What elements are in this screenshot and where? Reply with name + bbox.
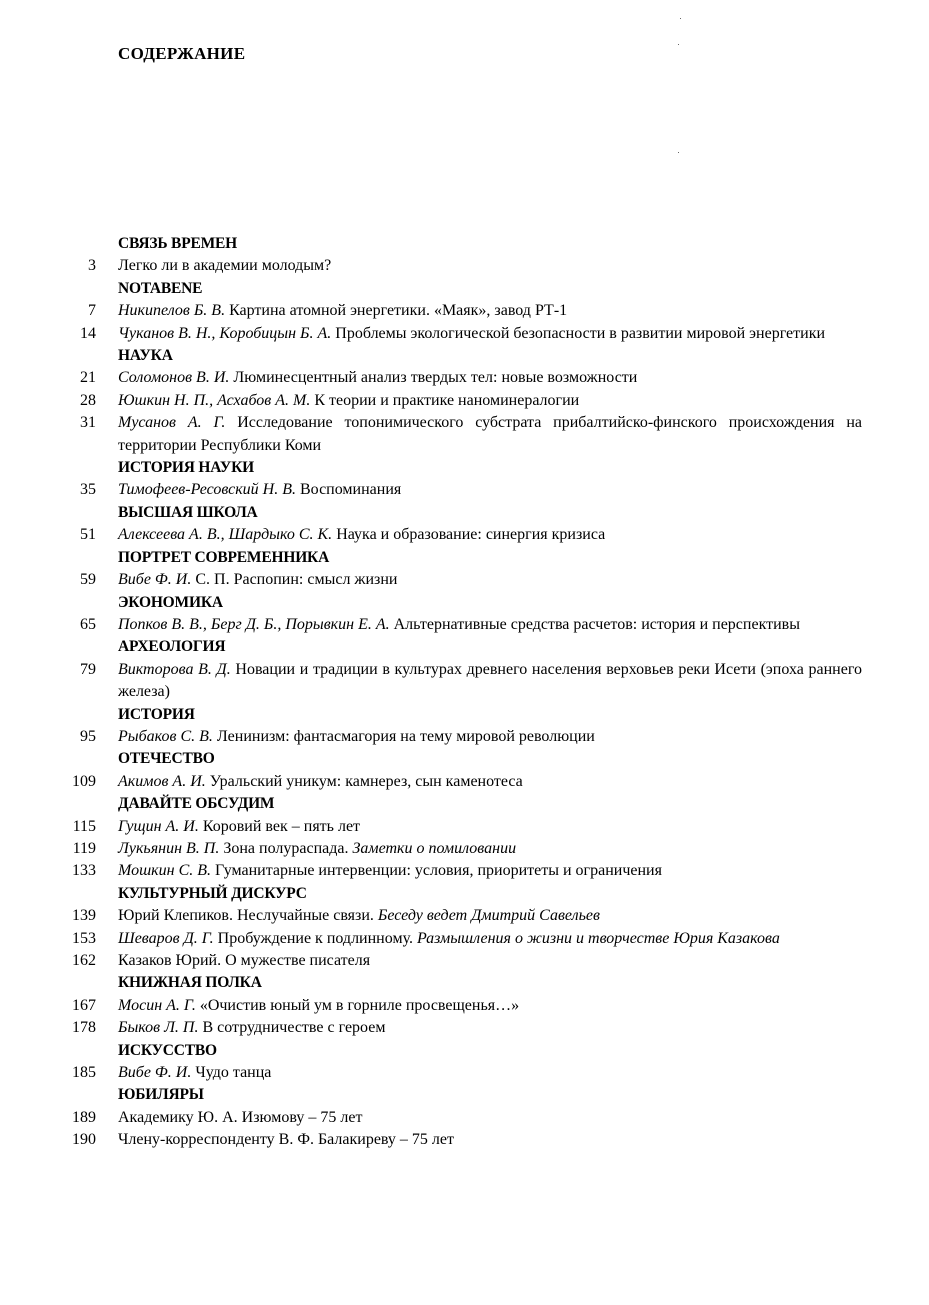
entry-text bbox=[118, 1062, 862, 1084]
entry-subtitle: Размышления о жизни и творчестве Юрия Казакова bbox=[416, 929, 780, 947]
page-number: 178 bbox=[72, 1019, 96, 1037]
toc-entry bbox=[70, 928, 862, 950]
toc-entry bbox=[70, 1017, 862, 1039]
entry-title: Казаков Юрий. О мужестве писателя bbox=[118, 952, 371, 969]
page-number: 153 bbox=[72, 929, 96, 947]
entry-author: Чуканов В. Н., Коробицын Б. А. bbox=[118, 324, 332, 342]
entry-title: Исследование топонимического субстрата прибалтийско-финского происхождения на территории Республики Коми bbox=[118, 414, 862, 454]
entry-text bbox=[118, 1017, 862, 1039]
entry-title: Пробуждение к подлинному. bbox=[217, 929, 413, 947]
entry-text bbox=[118, 816, 862, 838]
toc-entry bbox=[70, 771, 862, 793]
page-number: 65 bbox=[80, 615, 96, 633]
toc-entry bbox=[70, 860, 862, 882]
entry-title: Ленинизм: фантасмагория на тему мировой революции bbox=[216, 727, 595, 745]
entry-text bbox=[118, 1129, 862, 1151]
entry-text bbox=[118, 323, 862, 345]
table-of-contents bbox=[70, 233, 862, 1152]
entry-title: Члену-корреспонденту В. Ф. Балакиреву – 75 лет bbox=[118, 1131, 454, 1149]
toc-entry bbox=[70, 300, 862, 322]
page-number: 167 bbox=[72, 996, 96, 1014]
entry-title: Уральский уникум: камнерез, сын каменотеса bbox=[209, 772, 523, 790]
entry-text bbox=[118, 1107, 862, 1129]
entry-title: Чудо танца bbox=[195, 1064, 272, 1082]
entry-title: Гуманитарные интервенции: условия, приоритеты и ограничения bbox=[215, 862, 662, 880]
toc-entry bbox=[70, 390, 862, 412]
entry-title: Наука и образование: синергия кризиса bbox=[336, 526, 606, 544]
section-heading: КНИЖНАЯ ПОЛКА bbox=[118, 974, 262, 992]
entry-author: Быков Л. П. bbox=[118, 1019, 199, 1037]
entry-author: Мосин А. Г. bbox=[118, 996, 196, 1014]
entry-text bbox=[118, 390, 862, 412]
toc-entry bbox=[70, 614, 862, 636]
entry-text bbox=[118, 367, 862, 389]
entry-author: Тимофеев-Ресовский Н. В. bbox=[118, 481, 296, 499]
entry-author: Вибе Ф. И. bbox=[118, 571, 192, 589]
entry-title: Новации и традиции в культурах древнего населения верховьев реки Исети (эпоха раннего железа) bbox=[118, 660, 863, 701]
entry-text bbox=[118, 524, 862, 546]
entry-author: Алексеева А. В., Шардыко С. К. bbox=[118, 526, 333, 544]
page-number: 14 bbox=[80, 324, 96, 342]
entry-text bbox=[118, 838, 862, 860]
entry-author: Лукьянин В. П. bbox=[118, 839, 220, 857]
page-number: 95 bbox=[80, 727, 96, 745]
entry-text bbox=[118, 659, 862, 704]
entry-author: Вибе Ф. И. bbox=[118, 1064, 192, 1082]
entry-author: Юшкин Н. П., Асхабов А. М. bbox=[118, 391, 311, 409]
section-heading: ЭКОНОМИКА bbox=[118, 593, 223, 611]
page-number: 7 bbox=[88, 302, 96, 320]
entry-author: Акимов А. И. bbox=[118, 772, 206, 790]
page-number: 79 bbox=[80, 660, 96, 678]
page-number: 133 bbox=[72, 862, 96, 880]
page-number: 119 bbox=[72, 839, 96, 857]
entry-text bbox=[118, 300, 862, 322]
toc-entry bbox=[70, 1107, 862, 1129]
page-number: 59 bbox=[80, 571, 96, 589]
entry-title: Проблемы экологической безопасности в развитии мировой энергетики bbox=[335, 324, 826, 342]
page-number: 115 bbox=[72, 817, 96, 835]
page-number: 190 bbox=[72, 1131, 96, 1149]
entry-text bbox=[118, 614, 862, 636]
page-number: 185 bbox=[72, 1064, 96, 1082]
entry-author: Никипелов Б. В. bbox=[118, 302, 226, 320]
toc-entry bbox=[70, 816, 862, 838]
entry-text bbox=[118, 569, 862, 591]
entry-text bbox=[118, 950, 862, 972]
toc-entry bbox=[70, 659, 862, 704]
section-heading: ЮБИЛЯРЫ bbox=[118, 1086, 204, 1104]
entry-text bbox=[118, 905, 862, 927]
entry-title: К теории и практике наноминералогии bbox=[314, 391, 580, 409]
page-number: 3 bbox=[88, 257, 96, 275]
entry-subtitle: Беседу ведет Дмитрий Савельев bbox=[377, 907, 600, 925]
entry-title: Зона полураспада. bbox=[223, 839, 349, 857]
toc-entry bbox=[70, 726, 862, 748]
toc-entry bbox=[70, 479, 862, 501]
page-number: 139 bbox=[72, 907, 96, 925]
entry-text bbox=[118, 928, 862, 950]
page-number: 162 bbox=[72, 952, 96, 969]
section-heading: NOTABENE bbox=[118, 279, 203, 297]
section-heading: ПОРТРЕТ СОВРЕМЕННИКА bbox=[118, 548, 330, 566]
entry-author: Мусанов А. Г. bbox=[118, 414, 226, 432]
entry-author: Попков В. В., Берг Д. Б., Порывкин Е. А. bbox=[118, 615, 390, 633]
entry-subtitle: Заметки о помиловании bbox=[352, 839, 517, 857]
toc-entry bbox=[70, 367, 862, 389]
entry-author: Шеваров Д. Г. bbox=[118, 929, 214, 947]
entry-title: Юрий Клепиков. Неслучайные связи. bbox=[118, 907, 374, 925]
entry-text bbox=[118, 995, 862, 1017]
page-number: 35 bbox=[80, 481, 96, 499]
page-number: 189 bbox=[72, 1108, 96, 1126]
toc-entry bbox=[70, 255, 862, 277]
section-heading: АРХЕОЛОГИЯ bbox=[118, 638, 226, 656]
page-number: 109 bbox=[72, 772, 96, 790]
toc-entry bbox=[70, 950, 862, 972]
scan-speck bbox=[678, 152, 679, 153]
section-heading: ОТЕЧЕСТВО bbox=[118, 750, 215, 768]
section-heading: ИСТОРИЯ НАУКИ bbox=[118, 459, 254, 477]
page-number: 51 bbox=[80, 526, 96, 544]
entry-title: Люминесцентный анализ твердых тел: новые возможности bbox=[233, 369, 638, 387]
section-heading: ВЫСШАЯ ШКОЛА bbox=[118, 503, 258, 521]
entry-author: Рыбаков С. В. bbox=[118, 727, 213, 745]
section-heading: НАУКА bbox=[118, 347, 173, 365]
section-heading: КУЛЬТУРНЫЙ ДИСКУРС bbox=[118, 884, 307, 902]
section-heading: ИСТОРИЯ bbox=[118, 705, 195, 723]
entry-text bbox=[118, 860, 862, 882]
entry-title: Воспоминания bbox=[300, 481, 402, 499]
entry-author: Викторова В. Д. bbox=[118, 660, 231, 678]
entry-title: Академику Ю. А. Изюмову – 75 лет bbox=[118, 1108, 363, 1126]
entry-title: «Очистив юный ум в горниле просвещенья…» bbox=[199, 996, 520, 1014]
section-heading: СВЯЗЬ ВРЕМЕН bbox=[118, 235, 238, 252]
section-heading: ДАВАЙТЕ ОБСУДИМ bbox=[118, 795, 275, 813]
entry-text bbox=[118, 479, 862, 501]
entry-title: Картина атомной энергетики. «Маяк», завод РТ-1 bbox=[229, 302, 568, 320]
entry-title: Коровий век – пять лет bbox=[202, 817, 361, 835]
toc-entry bbox=[70, 838, 862, 860]
page-number: 31 bbox=[80, 414, 96, 432]
toc-entry bbox=[70, 995, 862, 1017]
scan-speck bbox=[678, 44, 679, 45]
entry-title: С. П. Распопин: смысл жизни bbox=[195, 571, 398, 589]
entry-author: Мошкин С. В. bbox=[118, 862, 212, 880]
toc-entry bbox=[70, 524, 862, 546]
entry-text bbox=[118, 412, 862, 457]
toc-entry bbox=[70, 905, 862, 927]
toc-entry bbox=[70, 1062, 862, 1084]
toc-entry bbox=[70, 1129, 862, 1151]
entry-title: Легко ли в академии молодым? bbox=[118, 257, 332, 275]
entry-text bbox=[118, 726, 862, 748]
entry-title: Альтернативные средства расчетов: история и перспективы bbox=[393, 615, 800, 633]
page-title: СОДЕРЖАНИЕ bbox=[118, 44, 246, 63]
entry-title: В сотрудничестве с героем bbox=[202, 1019, 386, 1037]
toc-entry bbox=[70, 412, 862, 457]
page-number: 28 bbox=[80, 391, 96, 409]
page-number: 21 bbox=[80, 369, 96, 387]
section-heading: ИСКУССТВО bbox=[118, 1041, 217, 1059]
toc-entry bbox=[70, 569, 862, 591]
entry-author: Соломонов В. И. bbox=[118, 369, 230, 387]
entry-author: Гущин А. И. bbox=[118, 817, 199, 835]
entry-text bbox=[118, 255, 862, 277]
scan-speck bbox=[680, 18, 681, 19]
toc-entry bbox=[70, 323, 862, 345]
entry-text bbox=[118, 771, 862, 793]
